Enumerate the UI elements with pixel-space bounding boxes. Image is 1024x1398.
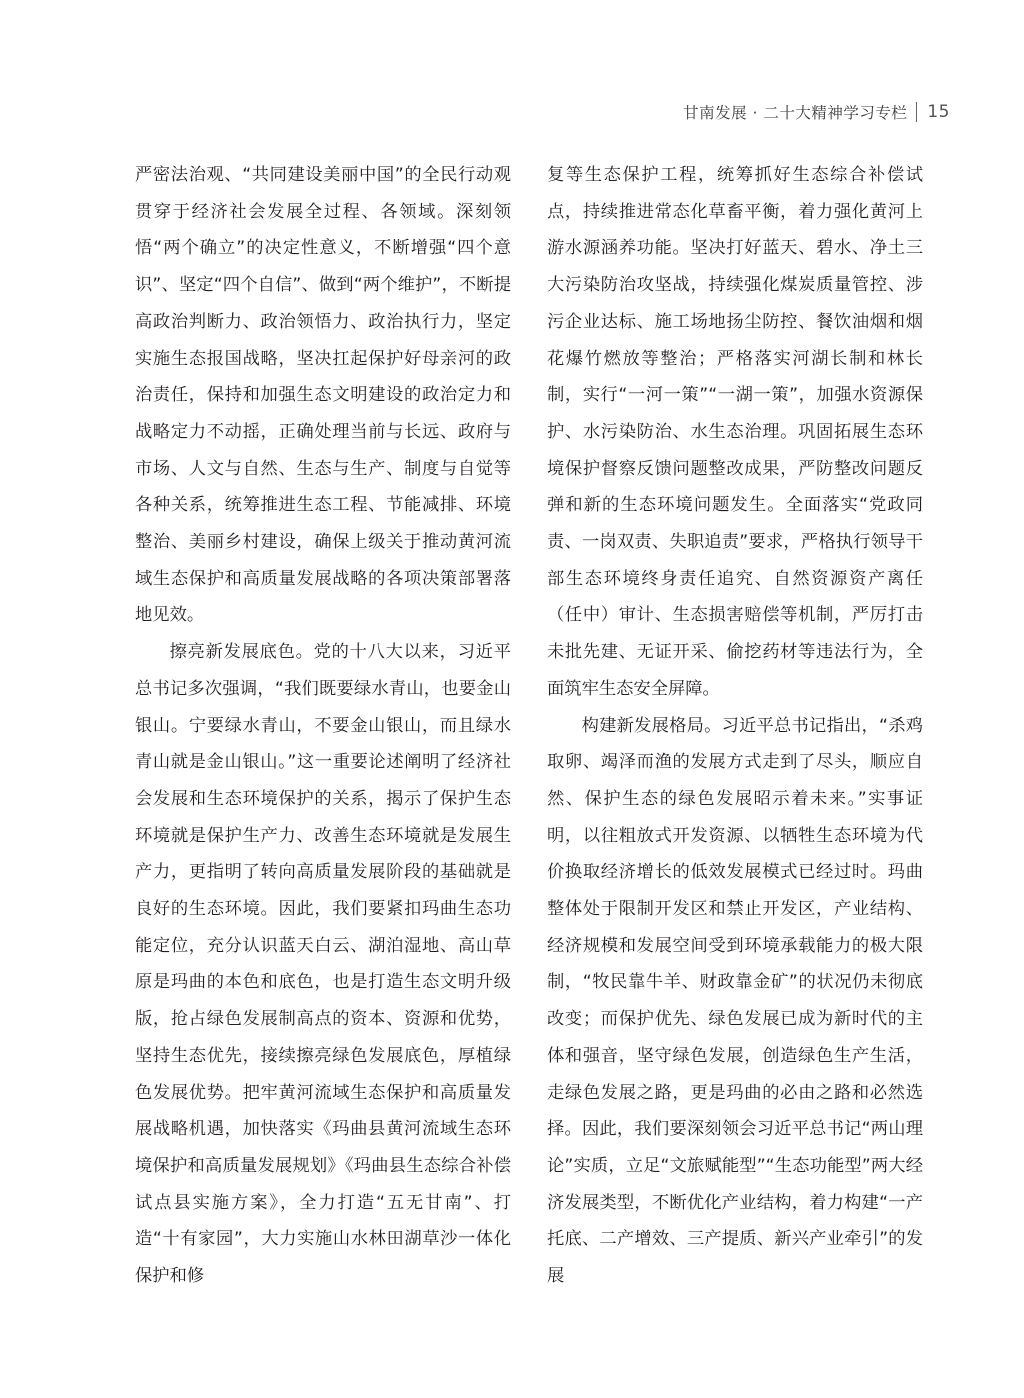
running-header: [683, 99, 950, 125]
right-column: [547, 157, 923, 1295]
page-number: 15: [927, 102, 950, 122]
paragraph: 严密法治观、“共同建设美丽中国”的全民行动观贯穿于经济社会发展全过程、各领域。深刻领悟“两个确立”的决定性意义，不断增强“四个意识”、坚定“四个自信”、做到“两个维护”，不断提高政治判断力、政治领悟力、政治执行力，坚定实施生态报国战略，坚决扛起保护好母亲河的政治责任，保持和加强生态文明建设的政治定力和战略定力不动摇，正确处理当前与长远、政府与市场、人文与自然、生态与生产、制度与自觉等各种关系，统筹推进生态工程、节能减排、环境整治、美丽乡村建设，确保上级关于推动黄河流域生态保护和高质量发展战略的各项决策部署落地见效。: [135, 165, 511, 626]
paragraph: 复等生态保护工程，统筹抓好生态综合补偿试点，持续推进常态化草畜平衡，着力强化黄河上游水源涵养功能。坚决打好蓝天、碧水、净土三大污染防治攻坚战，持续强化煤炭质量管控、涉污企业达标、施工场地扬尘防控、餐饮油烟和烟花爆竹燃放等整治；严格落实河湖长制和林长制，实行“一河一策”“一湖一策”，加强水资源保护、水污染防治、水生态治理。巩固拓展生态环境保护督察反馈问题整改成果，严防整改问题反弹和新的生态环境问题发生。全面落实“党政同责、一岗双责、失职追责”要求，严格执行领导干部生态环境终身责任追究、自然资源资产离任（任中）审计、生态损害赔偿等机制，严厉打击未批先建、无证开采、偷挖药材等违法行为，全面筑牢生态安全屏障。: [547, 165, 923, 699]
paragraph: 擦亮新发展底色。党的十八大以来，习近平总书记多次强调，“我们既要绿水青山，也要金山银山。宁要绿水青山，不要金山银山，而且绿水青山就是金山银山。”这一重要论述阐明了经济社会发展和生态环境保护的关系，揭示了保护生态环境就是保护生产力、改善生态环境就是发展生产力，更指明了转向高质量发展阶段的基础就是良好的生态环境。因此，我们要紧扣玛曲生态功能定位，充分认识蓝天白云、湖泊湿地、高山草原是玛曲的本色和底色，也是打造生态文明升级版，抢占绿色发展制高点的资本、资源和优势，坚持生态优先，接续擦亮绿色发展底色，厚植绿色发展优势。把牢黄河流域生态保护和高质量发展战略机遇，加快落实《玛曲县黄河流域生态环境保护和高质量发展规划》《玛曲县生态综合补偿试点县实施方案》，全力打造“五无甘南”、打造“十有家园”，大力实施山水林田湖草沙一体化保护和修: [135, 642, 511, 1287]
header-divider: [916, 102, 917, 122]
left-column: [135, 157, 511, 1295]
header-title: 甘南发展 · 二十大精神学习专栏: [683, 104, 908, 122]
paragraph: 构建新发展格局。习近平总书记指出，“杀鸡取卵、竭泽而渔的发展方式走到了尽头，顺应自然、保护生态的绿色发展昭示着未来。”实事证明，以往粗放式开发资源、以牺牲生态环境为代价换取经济增长的低效发展模式已经过时。玛曲整体处于限制开发区和禁止开发区，产业结构、经济规模和发展空间受到环境承载能力的极大限制，“牧民靠牛羊、财政靠金矿”的状况仍未彻底改变；而保护优先、绿色发展已成为新时代的主体和强音，坚守绿色发展，创造绿色生产生活，走绿色发展之路，更是玛曲的必由之路和必然选择。因此，我们要深刻领会习近平总书记“两山理论”实质，立足“文旅赋能型”“生态功能型”两大经济发展类型，不断优化产业结构，着力构建“一产托底、二产增效、三产提质、新兴产业牵引”的发展: [547, 715, 923, 1287]
